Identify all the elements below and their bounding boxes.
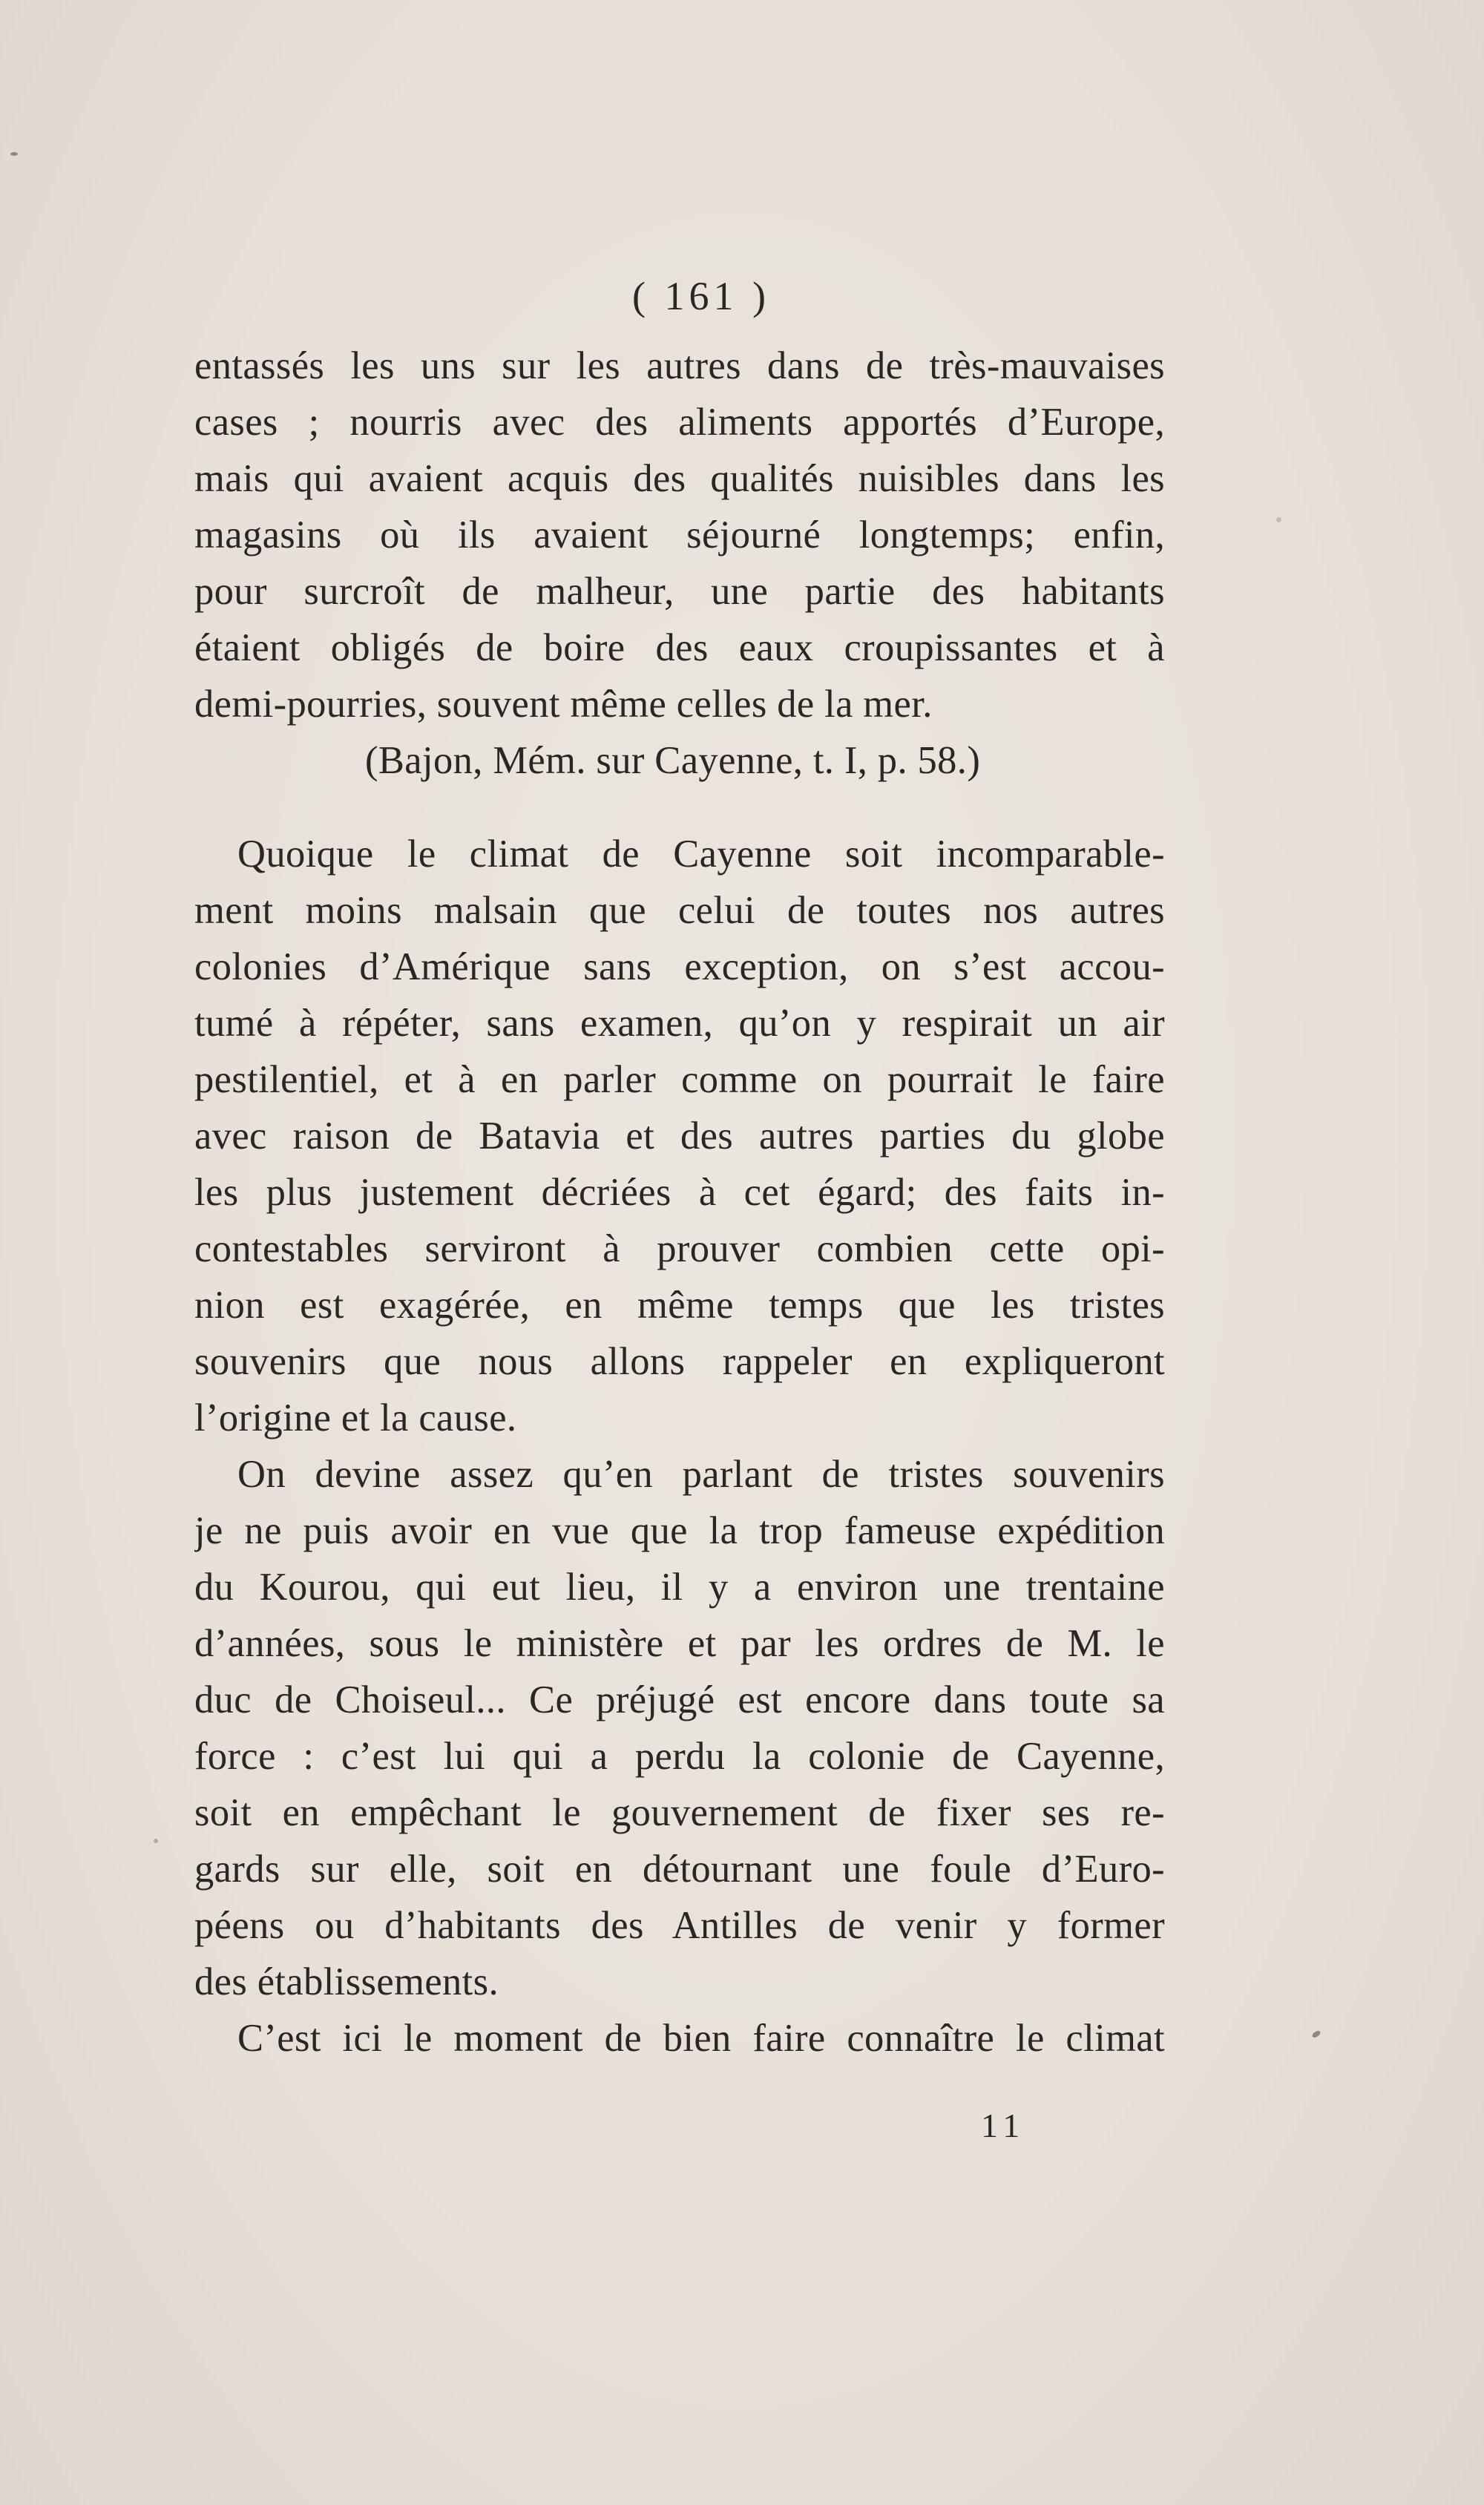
text-line: du Kourou, qui eut lieu, il y a environ une trentaine [194,1566,1165,1609]
text-line: demi-pourries, souvent même celles de la mer. [194,683,933,726]
text-line: duc de Choiseul... Ce préjugé est encore dans toute sa [194,1678,1165,1721]
text-line: magasins où ils avaient séjourné longtemps; enfin, [194,513,1165,557]
text-line: colonies d’Amérique sans exception, on s’est accou- [194,945,1165,988]
text-line: On devine assez qu’en parlant de tristes souvenirs [237,1453,1165,1496]
citation: (Bajon, Mém. sur Cayenne, t. I, p. 58.) [365,739,981,782]
text-line: avec raison de Batavia et des autres parties du globe [194,1114,1165,1158]
text-line: entassés les uns sur les autres dans de très-mauvaises [194,344,1165,387]
page-number-text: ( 161 ) [632,274,770,318]
text-line: les plus justement décriées à cet égard; des faits in- [194,1171,1165,1214]
text-line: des établissements. [194,1960,499,2003]
text-line: étaient obligés de boire des eaux croupissantes et à [194,626,1165,669]
text-line: cases ; nourris avec des aliments apportés d’Europe, [194,401,1165,444]
text-line: gards sur elle, soit en détournant une foule d’Euro- [194,1848,1165,1891]
page-number [0,273,1484,319]
text-line: ment moins malsain que celui de toutes nos autres [194,889,1165,932]
paper-speck [10,152,18,156]
signature-mark: 11 [981,2107,1026,2144]
text-line: soit en empêchant le gouvernement de fixer ses re- [194,1791,1165,1834]
paper-speck [1276,517,1281,522]
text-line: péens ou d’habitants des Antilles de venir y former [194,1904,1165,1947]
paper-speck [1311,2029,1322,2039]
text-line: tumé à répéter, sans examen, qu’on y respirait un air [194,1002,1165,1045]
text-line: mais qui avaient acquis des qualités nuisibles dans les [194,457,1165,500]
body-text [194,338,1165,2066]
paper-speck [154,1839,158,1843]
text-line: Quoique le climat de Cayenne soit incomparable- [237,833,1165,876]
text-line: force : c’est lui qui a perdu la colonie de Cayenne, [194,1735,1165,1778]
text-line: contestables serviront à prouver combien cette opi- [194,1227,1165,1270]
text-line: d’années, sous le ministère et par les ordres de M. le [194,1622,1165,1665]
text-line: C’est ici le moment de bien faire connaître le climat [237,2017,1165,2060]
text-line: souvenirs que nous allons rappeler en expliqueront [194,1340,1165,1383]
text-line: l’origine et la cause. [194,1396,517,1439]
text-line: pestilentiel, et à en parler comme on pourrait le faire [194,1058,1165,1101]
text-line: nion est exagérée, en même temps que les tristes [194,1284,1165,1327]
text-line: je ne puis avoir en vue que la trop fameuse expédition [194,1509,1165,1552]
text-line: pour surcroît de malheur, une partie des habitants [194,570,1165,613]
